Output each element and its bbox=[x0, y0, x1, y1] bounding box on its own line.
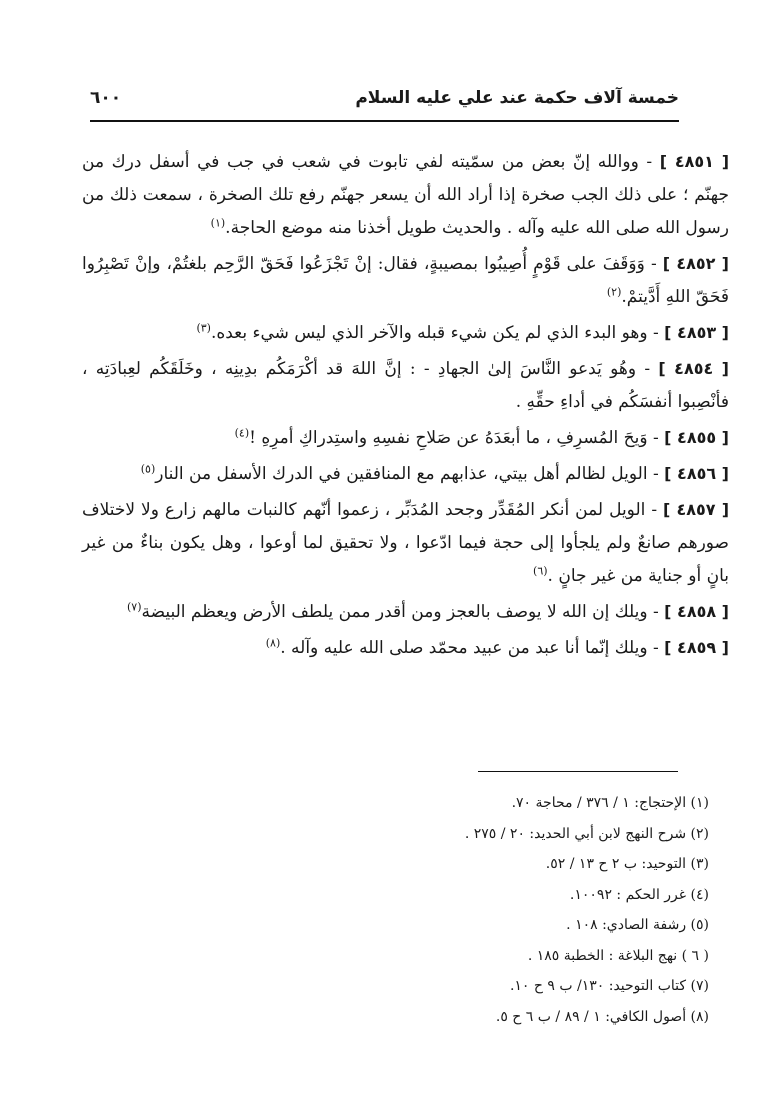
footnote-2: (٢) شرح النهج لابن أبي الحديد: ٢٠ / ٢٧٥ . bbox=[464, 825, 709, 842]
entry-4856 bbox=[82, 457, 729, 491]
entry-text: - وَيحَ المُسرِفِ ، ما أبعَدَهُ عن صَلاحِ نفسِهِ واستِدراكِ أمرِهِ ! bbox=[249, 428, 659, 448]
footnote-8: (٨) أصول الكافي: ١ / ٨٩ / ب ٦ ح ٥. bbox=[495, 1008, 709, 1025]
entry-text: - وهُو يَدعو النَّاسَ إلىٰ الجهادِ - : إنَّ اللهَ قد أكْرَمَكُم بدِينِه ، وخَلَقَكُم لعِبادَتِه ، فأنْصِبوا أنفسَكُم في أداءِ حقِّهِ . bbox=[82, 359, 729, 412]
entry-4854 bbox=[82, 352, 729, 419]
entry-4859 bbox=[82, 631, 729, 665]
footnotes bbox=[90, 788, 709, 1032]
entry-4857 bbox=[82, 493, 729, 593]
entry-number: [ ٤٨٥٩ ] bbox=[664, 638, 729, 657]
footnote-1: (١) الإحتجاج: ١ / ٣٧٦ / محاجة ٧٠. bbox=[511, 795, 709, 811]
entry-4855 bbox=[82, 421, 729, 455]
entry-number: [ ٤٨٥٦ ] bbox=[664, 464, 729, 483]
page-number: ٦٠٠ bbox=[90, 88, 122, 108]
footnote-ref: (٥) bbox=[140, 462, 156, 476]
book-title: خمسة آلاف حكمة عند علي عليه السلام bbox=[355, 88, 679, 108]
entry-4853 bbox=[82, 316, 729, 350]
entry-number: [ ٤٨٥٨ ] bbox=[664, 602, 729, 621]
footnote-ref: (٧) bbox=[126, 600, 142, 614]
entry-4858 bbox=[82, 595, 729, 629]
entry-number: [ ٤٨٥٣ ] bbox=[664, 323, 729, 342]
entry-number: [ ٤٨٥٢ ] bbox=[662, 254, 729, 273]
footnote-ref: (١) bbox=[210, 216, 226, 230]
footnote-3: (٣) التوحيد: ب ٢ ح ١٣ / ٥٢. bbox=[545, 856, 709, 872]
entry-4852 bbox=[82, 247, 729, 314]
running-header bbox=[90, 84, 679, 122]
footnote-ref: (٦) bbox=[533, 564, 548, 578]
footnote-7: (٧) كتاب التوحيد: ١٣٠/ ب ٩ ح ١٠. bbox=[509, 978, 709, 994]
entry-text: - الويل لمن أنكر المُقَدِّر وجحد المُدَبِّر ، زعموا أنّهم كالنبات مالهم زارع ولا لاختلاف صورهم صانعٌ ولم يلجأوا إلى حجة فيما ادّعوا ، ولا تحقيق لما أوعوا ، وهل يكون بناءٌ من غير بانٍ أو جناية من غير جانٍ . bbox=[82, 500, 729, 586]
entry-text: - وَوَقَفَ على قَوْمٍ أُصِيبُوا بمصيبةٍ، فقال: إنْ تَجْزَعُوا فَحَقّ الرَّحِم بلغتُمْ، وإنْ تَصْبِرُوا فَحَقّ اللهِ أَدَّيتمْ. bbox=[82, 254, 729, 307]
footnote-divider bbox=[478, 771, 678, 772]
entry-number: [ ٤٨٥٧ ] bbox=[663, 500, 730, 519]
footnote-ref: (٤) bbox=[234, 426, 250, 440]
entry-4851 bbox=[82, 145, 729, 245]
footnote-4: (٤) غرر الحكم : ١٠٠٩٢. bbox=[569, 886, 709, 903]
entry-text: - الويل لظالم أهل بيتي، عذابهم مع المنافقين في الدرك الأسفل من النار bbox=[155, 464, 659, 484]
entry-text: - ويلك إن الله لا يوصف بالعجز ومن أقدر ممن يلطف الأرض ويعظم البيضة bbox=[141, 602, 659, 622]
entry-number: [ ٤٨٥٤ ] bbox=[658, 359, 729, 378]
footnote-ref: (٣) bbox=[196, 321, 211, 335]
footnote-ref: (٨) bbox=[265, 636, 281, 650]
footnote-ref: (٢) bbox=[606, 285, 622, 299]
entry-number: [ ٤٨٥١ ] bbox=[659, 152, 730, 171]
entry-number: [ ٤٨٥٥ ] bbox=[664, 428, 729, 447]
main-text bbox=[82, 145, 729, 667]
entry-text: - ويلك إنّما أنا عبد من عبيد محمّد صلى الله عليه وآله . bbox=[280, 638, 659, 658]
entry-text: - وهو البدء الذي لم يكن شيء قبله والآخر الذي ليس شيء بعده. bbox=[210, 323, 659, 343]
footnote-5: (٥) رشفة الصادي: ١٠٨ . bbox=[566, 917, 709, 933]
footnote-6: ( ٦ ) نهج البلاغة : الخطبة ١٨٥ . bbox=[527, 947, 709, 964]
entry-text: - ووالله إنّ بعض من سمّيته لفي تابوت في شعب في جب في أسفل درك من جهنّم ؛ على ذلك الجب صخرة إذا أراد الله أن يسعر جهنّم رفع تلك الصخرة ، سمعت ذلك من رسول الله صلى الله عليه وآله . والحديث طويل أخذنا منه موضع الحاجة. bbox=[82, 152, 729, 238]
